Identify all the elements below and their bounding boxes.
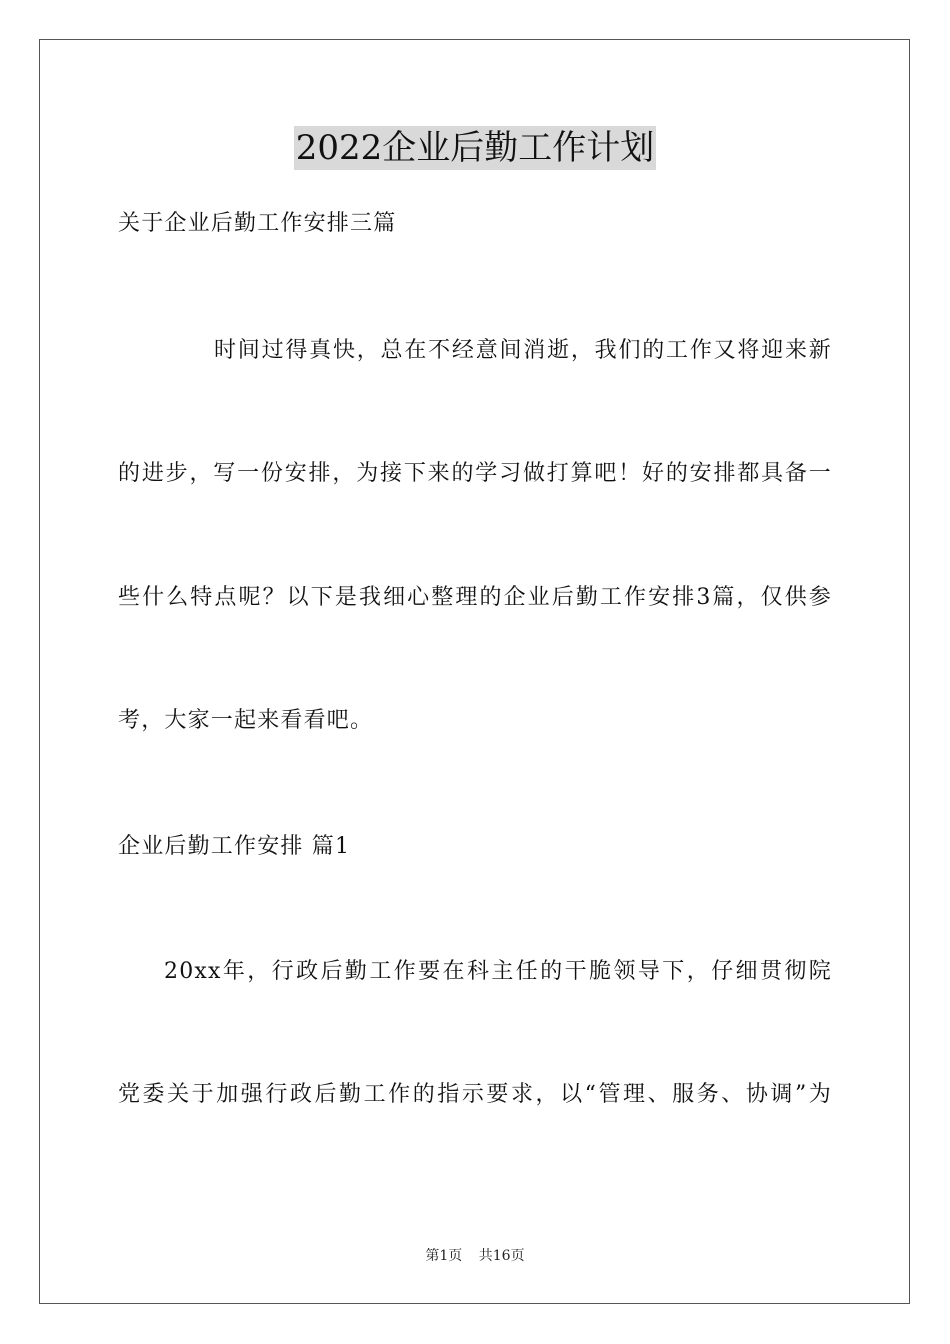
document-title-block — [0, 126, 950, 170]
page-total: 共16页 — [478, 1248, 525, 1264]
intro-line-2: 的进步，写一份安排，为接下来的学习做打算吧！好的安排都具备一 — [118, 461, 832, 486]
document-subtitle: 关于企业后勤工作安排三篇 — [118, 211, 397, 236]
intro-line-3: 些什么特点呢？以下是我细心整理的企业后勤工作安排3篇，仅供参 — [118, 585, 832, 610]
document-title: 2022企业后勤工作计划 — [295, 128, 655, 168]
section-line-1: 20xx年，行政后勤工作要在科主任的干脆领导下，仔细贯彻院 — [164, 959, 832, 984]
intro-line-4: 考，大家一起来看看吧。 — [118, 708, 374, 733]
intro-line-1: 时间过得真快，总在不经意间消逝，我们的工作又将迎来新 — [214, 338, 832, 363]
page-number: 第1页 — [425, 1248, 463, 1264]
section-heading: 企业后勤工作安排 篇1 — [118, 834, 351, 859]
section-line-2: 党委关于加强行政后勤工作的指示要求，以“管理、服务、协调”为 — [118, 1082, 832, 1107]
page-footer — [0, 1246, 950, 1266]
